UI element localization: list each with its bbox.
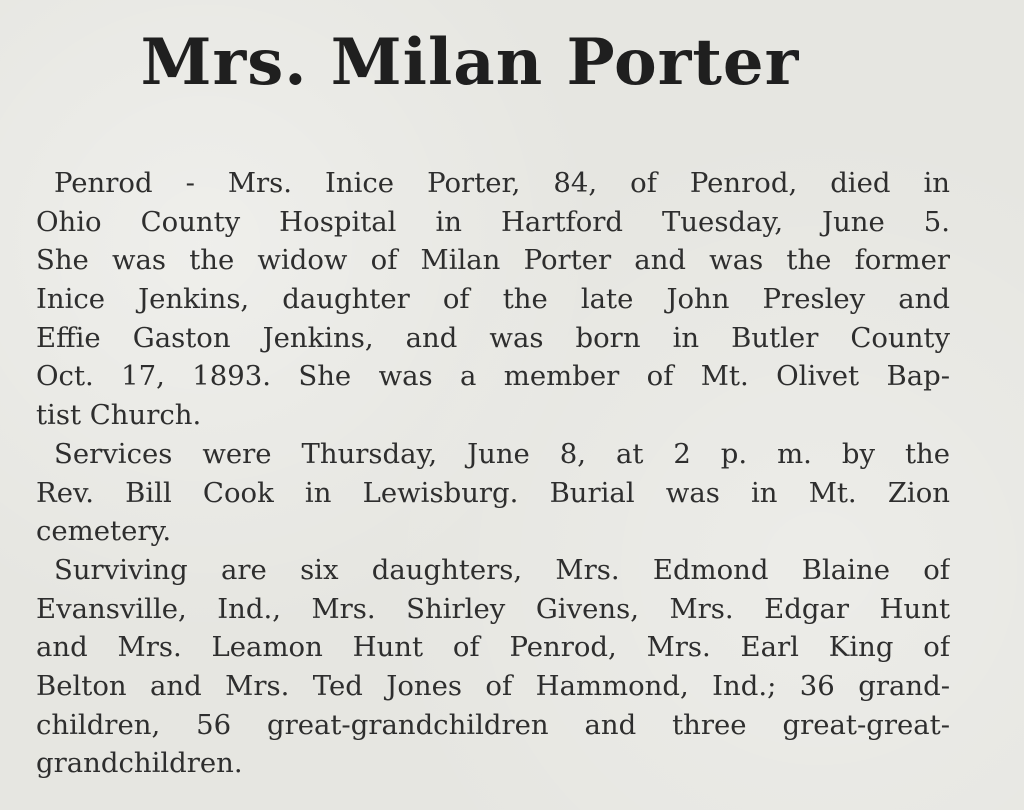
text-line: and Mrs. Leamon Hunt of Penrod, Mrs. Earl King of (36, 631, 950, 664)
text-line: children, 56 great-grandchildren and three great-great- (36, 708, 950, 741)
obituary-body (36, 164, 950, 783)
text-line: Inice Jenkins, daughter of the late John Presley and (36, 283, 950, 316)
obituary-headline: Mrs. Milan Porter (140, 25, 800, 100)
text-line: Evansville, Ind., Mrs. Shirley Givens, Mrs. Edgar Hunt (36, 592, 950, 625)
text-line: Services were Thursday, June 8, at 2 p. m. by the (54, 437, 950, 470)
text-line: She was the widow of Milan Porter and was the former (36, 244, 950, 277)
text-line: Ohio County Hospital in Hartford Tuesday, June 5. (36, 205, 950, 238)
text-line: cemetery. (36, 515, 172, 548)
text-line: Belton and Mrs. Ted Jones of Hammond, Ind.; 36 grand- (36, 669, 950, 702)
text-line: Effie Gaston Jenkins, and was born in Butler County (36, 321, 950, 354)
text-line: grandchildren. (36, 747, 243, 780)
text-line: Rev. Bill Cook in Lewisburg. Burial was in Mt. Zion (36, 476, 950, 509)
text-line: Oct. 17, 1893. She was a member of Mt. Olivet Bap- (36, 360, 950, 393)
text-line: tist Church. (36, 399, 202, 432)
text-line: Penrod - Mrs. Inice Porter, 84, of Penrod, died in (54, 167, 950, 199)
text-line: Surviving are six daughters, Mrs. Edmond Blaine of (54, 553, 950, 586)
